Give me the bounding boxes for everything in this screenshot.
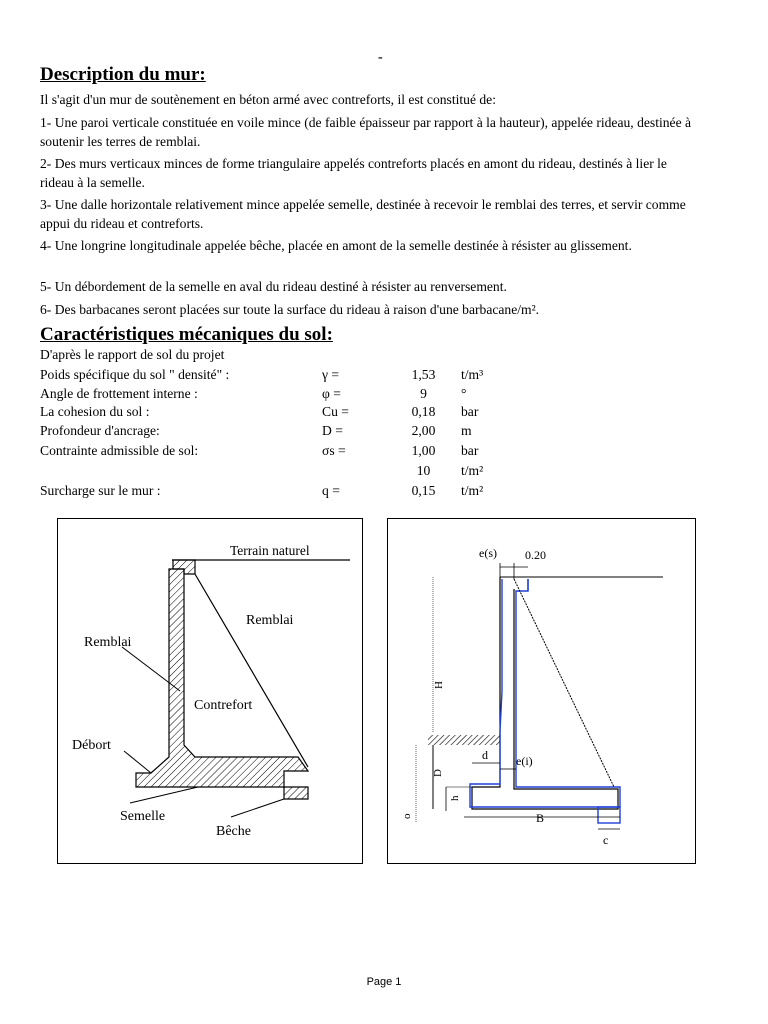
row-value: 0,15 <box>411 483 436 498</box>
wall-outline <box>472 577 618 809</box>
label-B: B <box>536 811 545 825</box>
soil-intro: D'après le rapport de sol du projet <box>40 347 225 362</box>
label-debort: Débort <box>72 738 111 753</box>
label-es: e(s) <box>479 546 497 560</box>
wall-section-hatch <box>136 569 308 787</box>
label-ei: e(i) <box>516 754 533 768</box>
ground-hatch <box>428 735 500 745</box>
wall-schematic-drawing <box>58 519 362 863</box>
leader-semelle <box>130 787 198 803</box>
row-value: 9 <box>420 386 427 401</box>
row-unit: bar <box>461 404 479 419</box>
list-item: 5- Un débordement de la semelle en aval du rideau destiné à résister au renversement. <box>40 279 507 294</box>
label-remblai-left: Remblai <box>84 635 132 650</box>
row-unit: ° <box>461 386 467 401</box>
row-label: Poids spécifique du sol " densité" : <box>40 367 230 382</box>
label-contrefort: Contrefort <box>194 698 253 713</box>
label-H: H <box>433 681 445 689</box>
row-value: 0,18 <box>411 404 436 419</box>
row-symbol: φ = <box>322 386 341 401</box>
header-mark: - <box>378 50 383 65</box>
soil-row-cohesion <box>40 402 700 421</box>
wall-outline-blue <box>470 579 620 807</box>
row-symbol: D = <box>322 423 343 438</box>
row-unit: m <box>461 423 472 438</box>
row-label: La cohesion du sol : <box>40 404 150 419</box>
row-symbol: Cu = <box>322 404 349 419</box>
row-symbol: q = <box>322 483 340 498</box>
label-terrain: Terrain naturel <box>230 543 310 558</box>
row-value: 2,00 <box>411 423 436 438</box>
label-beche: Bêche <box>216 824 251 839</box>
list-item: 1- Une paroi verticale constituée en voile mince (de faible épaisseur par rapport à la hauteur), appelée rideau, destinée à soutenir les terres de remblai. <box>40 115 692 149</box>
soil-row-depth <box>40 421 700 440</box>
soil-row-surcharge <box>40 481 700 500</box>
row-symbol: γ = <box>322 367 340 382</box>
intro-paragraph: Il s'agit d'un mur de soutènement en béton armé avec contreforts, il est constitué de: <box>40 92 496 107</box>
row-value: 10 <box>416 463 431 478</box>
row-unit: bar <box>461 443 479 458</box>
section-title-description: Description du mur: <box>40 64 206 85</box>
row-label: Angle de frottement interne : <box>40 386 198 401</box>
list-item: 4- Une longrine longitudinale appelée bêche, placée en amont de la semelle destinée à résister au glissement. <box>40 238 632 253</box>
soil-row-friction <box>40 384 700 403</box>
row-label: Contrainte admissible de sol: <box>40 443 199 458</box>
dimension-drawing <box>388 519 695 863</box>
list-item: 2- Des murs verticaux minces de forme triangulaire appelés contreforts placés en amont du rideau, destinés à lier le rideau à la semelle. <box>40 156 667 190</box>
row-label: Profondeur d'ancrage: <box>40 423 160 438</box>
row-unit: t/m² <box>461 463 484 478</box>
leader-beche <box>231 799 284 817</box>
row-value: 1,53 <box>411 367 436 382</box>
label-h: h <box>449 795 461 801</box>
row-unit: t/m³ <box>461 367 484 382</box>
row-label: Surcharge sur le mur : <box>40 483 161 498</box>
list-item: 3- Une dalle horizontale relativement mince appelée semelle, destinée à recevoir le remblai des terres, et servir comme appui du rideau et contreforts. <box>40 197 686 231</box>
page-footer: Page 1 <box>366 976 402 988</box>
contrefort-edge <box>195 574 308 767</box>
soil-row-stress-alt <box>40 461 700 480</box>
soil-row-density <box>40 365 700 384</box>
label-semelle: Semelle <box>120 809 166 824</box>
wall-schematic-figure <box>57 518 363 864</box>
section-title-soil: Caractéristiques mécaniques du sol: <box>40 324 333 345</box>
label-D: D <box>432 769 444 777</box>
label-c: c <box>603 833 609 847</box>
label-o: o <box>401 813 413 819</box>
row-value: 1,00 <box>411 443 436 458</box>
beche-shape <box>284 787 308 799</box>
soil-row-stress <box>40 441 700 460</box>
label-remblai-right: Remblai <box>246 613 294 628</box>
list-item: 6- Des barbacanes seront placées sur toute la surface du rideau à raison d'une barbacane/m². <box>40 302 540 317</box>
row-symbol: σs = <box>322 443 346 458</box>
leader-debort <box>124 751 151 773</box>
row-unit: t/m² <box>461 483 484 498</box>
dimension-figure <box>387 518 696 864</box>
label-d: d <box>482 748 488 762</box>
label-020: 0.20 <box>525 548 546 562</box>
